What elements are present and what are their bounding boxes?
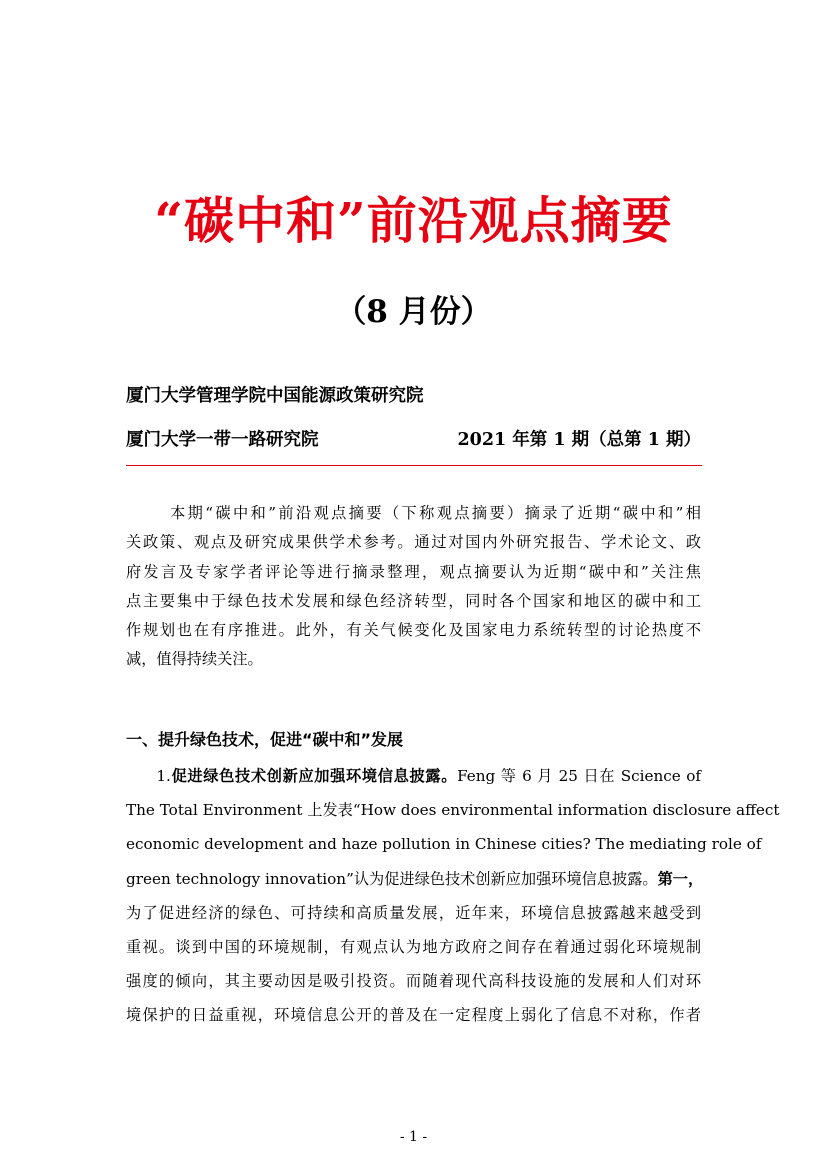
body-line: 境保护的日益重视，环境信息公开的普及在一定程度上弱化了信息不对称，作者 <box>126 1006 701 1025</box>
intro-line: 作规划也在有序推进。此外，有关气候变化及国家电力系统转型的讨论热度不 <box>126 621 701 640</box>
intro-line: 关政策、观点及研究成果供学术参考。通过对国内外研究报告、学术论文、政 <box>126 533 701 552</box>
body-line: 重视。谈到中国的环境规制，有观点认为地方政府之间存在着通过弱化环境规制 <box>126 937 701 956</box>
org-name-1: 厦门大学管理学院中国能源政策研究院 <box>126 386 424 406</box>
org-line-1 <box>126 384 701 408</box>
body-line <box>126 862 704 896</box>
intro-line: 府发言及专家学者评论等进行摘录整理，观点摘要认为近期“碳中和”关注焦 <box>126 562 701 581</box>
org-name-2: 厦门大学一带一路研究院 <box>126 430 319 450</box>
body-line: 强度的倾向，其主要动因是吸引投资。而随着现代高科技设施的发展和人们对环 <box>126 972 701 991</box>
item-1-lead: 促进绿色技术创新应加强环境信息披露。 <box>170 767 458 785</box>
org-line-2 <box>126 428 701 452</box>
item-1-number: 1. <box>156 767 171 785</box>
body-line-text: green technology innovation”认为促进绿色技术创新应加强环境信息披露。 <box>126 869 658 888</box>
header-divider <box>126 465 702 466</box>
body-line: 为了促进经济的绿色、可持续和高质量发展，近年来，环境信息披露越来越受到 <box>126 903 701 922</box>
page-number: - 1 - <box>399 1129 428 1145</box>
body-line: The Total Environment 上发表“How does environmental information disclosure affect <box>126 801 780 820</box>
item-1-paragraph <box>126 759 780 1033</box>
document-title: “碳中和”前沿观点摘要 <box>154 191 673 250</box>
body-line-bold-tail: 第一， <box>657 869 704 888</box>
item-1-first-line <box>126 759 701 793</box>
intro-line: 点主要集中于绿色技术发展和绿色经济转型，同时各个国家和地区的碳中和工 <box>126 591 701 610</box>
intro-paragraph <box>126 499 701 675</box>
section-heading: 一、提升绿色技术，促进“碳中和”发展 <box>126 730 404 749</box>
issue-info: 2021 年第 1 期（总第 1 期） <box>457 430 701 450</box>
body-line: economic development and haze pollution in Chinese cities? The mediating role of <box>126 835 762 854</box>
intro-line: 减，值得持续关注。 <box>126 650 263 669</box>
item-1-line-rest: Feng 等 6 月 25 日在 Science of <box>457 767 701 785</box>
intro-line: 本期“碳中和”前沿观点摘要（下称观点摘要）摘录了近期“碳中和”相 <box>170 504 701 522</box>
document-subtitle: （8 月份） <box>335 294 492 330</box>
